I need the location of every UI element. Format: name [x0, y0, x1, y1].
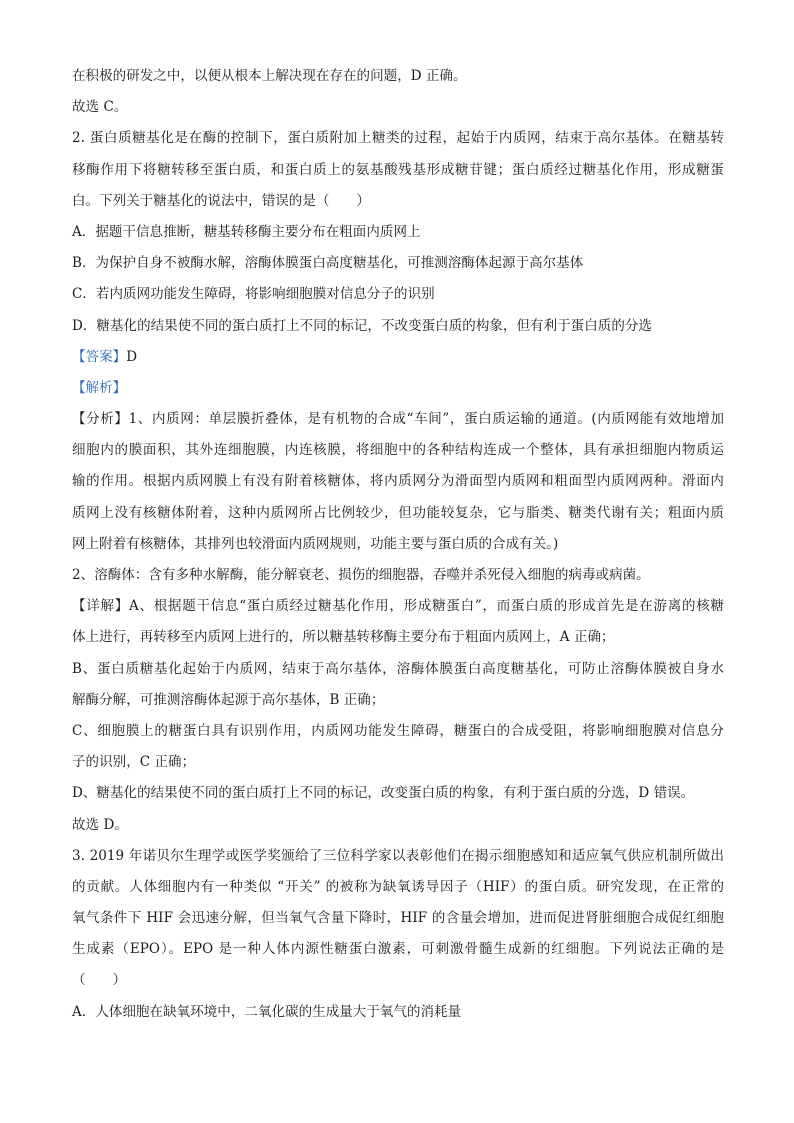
line-text: 故选 D。 [72, 816, 128, 833]
line-text: 白。下列关于糖基化的说法中，错误的是（ ） [72, 192, 371, 209]
text-line [72, 466, 724, 497]
line-text: 解酶分解，可推测溶酶体起源于高尔基体，B 正确； [72, 691, 385, 708]
line-text: 网上附着有核糖体，其排列也较滑面内质网规则，功能主要与蛋白质的合成有关。) [72, 535, 559, 552]
line-text: C、细胞膜上的糖蛋白具有识别作用，内质网功能发生障碍，糖蛋白的合成受阻，将影响细胞膜对信息分 [72, 722, 724, 739]
text-line [72, 155, 724, 186]
line-text: A．人体细胞在缺氧环境中，二氧化碳的生成量大于氧气的消耗量 [72, 1003, 462, 1020]
text-line [72, 747, 724, 778]
line-text: 体上进行，再转移至内质网上进行的，所以糖基转移酶主要分布于粗面内质网上，A 正确； [72, 629, 615, 646]
line-text: 的贡献。人体细胞内有一种类似 “开关” 的被称为缺氧诱导因子（HIF）的蛋白质。研究发现，在正常的 [72, 878, 724, 895]
text-line [72, 591, 724, 622]
text-line [72, 841, 724, 872]
text-line [72, 622, 724, 653]
text-line [72, 498, 724, 529]
line-text: 质网上没有核糖体附着，这种内质网所占比例较少，但功能较复杂，它与脂类、糖类代谢有关；粗面内质 [72, 504, 724, 521]
section-tag: 【解析】 [72, 379, 127, 396]
text-line [72, 934, 724, 965]
document-page [72, 61, 724, 1028]
text-line [72, 810, 724, 841]
line-text: 在积极的研发之中，以便从根本上解决现在存在的问题，D 正确。 [72, 68, 467, 84]
text-line [72, 560, 724, 591]
text-line [72, 217, 724, 248]
line-text: D [126, 348, 138, 365]
text-line [72, 342, 724, 373]
line-text: B．为保护自身不被酶水解，溶酶体膜蛋白高度糖基化，可推测溶酶体起源于高尔基体 [72, 255, 584, 272]
text-line [72, 186, 724, 217]
text-line [72, 965, 724, 996]
line-text: B、蛋白质糖基化起始于内质网，结束于高尔基体，溶酶体膜蛋白高度糖基化，可防止溶酶体膜被自身水 [72, 660, 724, 677]
text-line [72, 903, 724, 934]
line-text: 子的识别，C 正确； [72, 754, 196, 771]
text-line [72, 529, 724, 560]
text-line [72, 716, 724, 747]
line-text: 【分析】1、内质网：单层膜折叠体，是有机物的合成“车间”，蛋白质运输的通道。(内质网能有效地增加 [72, 411, 724, 428]
text-line [72, 654, 724, 685]
line-text: 氧气条件下 HIF 会迅速分解，但当氧气含量下降时，HIF 的含量会增加，进而促进肾脏细胞合成促红细胞 [72, 910, 724, 927]
line-text: 2. 蛋白质糖基化是在酶的控制下，蛋白质附加上糖类的过程，起始于内质网，结束于高尔基体。在糖基转 [72, 130, 724, 147]
line-text: （ ） [72, 972, 127, 989]
text-line [72, 279, 724, 310]
section-tag: 【答案】 [72, 348, 127, 365]
line-text: D．糖基化的结果使不同的蛋白质打上不同的标记，不改变蛋白质的构象，但有利于蛋白质的分选 [72, 317, 652, 334]
text-line [72, 404, 724, 435]
line-text: 移酶作用下将糖转移至蛋白质，和蛋白质上的氨基酸残基形成糖苷键；蛋白质经过糖基化作用，形成糖蛋 [72, 161, 724, 178]
line-text: 3. 2019 年诺贝尔生理学或医学奖颁给了三位科学家以表彰他们在揭示细胞感知和适应氧气供应机制所做出 [72, 847, 724, 864]
text-line [72, 685, 724, 716]
line-text: 故选 C。 [72, 99, 128, 116]
line-text: D、糖基化的结果使不同的蛋白质打上不同的标记，改变蛋白质的构象，有利于蛋白质的分选，D 错误。 [72, 785, 695, 802]
text-line [72, 435, 724, 466]
line-text: 生成素（EPO）。EPO 是一种人体内源性糖蛋白激素，可刺激骨髓生成新的红细胞。下列说法正确的是 [72, 941, 724, 958]
line-text: 细胞内的膜面积，其外连细胞膜，内连核膜，将细胞中的各种结构连成一个整体，具有承担细胞内物质运 [72, 442, 724, 459]
line-text: 2、溶酶体：含有多种水解酶，能分解衰老、损伤的细胞器，吞噬并杀死侵入细胞的病毒或病菌。 [72, 567, 650, 583]
text-line [72, 123, 724, 154]
text-line [72, 778, 724, 809]
text-line [72, 92, 724, 123]
line-text: 【详解】A、根据题干信息“蛋白质经过糖基化作用，形成糖蛋白”，而蛋白质的形成首先是在游离的核糖 [72, 598, 724, 615]
text-line [72, 373, 724, 404]
line-text: C．若内质网功能发生障碍，将影响细胞膜对信息分子的识别 [72, 286, 435, 303]
line-text: A．据题干信息推断，糖基转移酶主要分布在粗面内质网上 [72, 223, 421, 240]
text-line [72, 872, 724, 903]
line-text: 输的作用。根据内质网膜上有没有附着核糖体，将内质网分为滑面型内质网和粗面型内质网两种。滑面内 [72, 473, 724, 490]
text-line [72, 997, 724, 1028]
text-line [72, 61, 724, 92]
text-line [72, 248, 724, 279]
text-line [72, 311, 724, 342]
